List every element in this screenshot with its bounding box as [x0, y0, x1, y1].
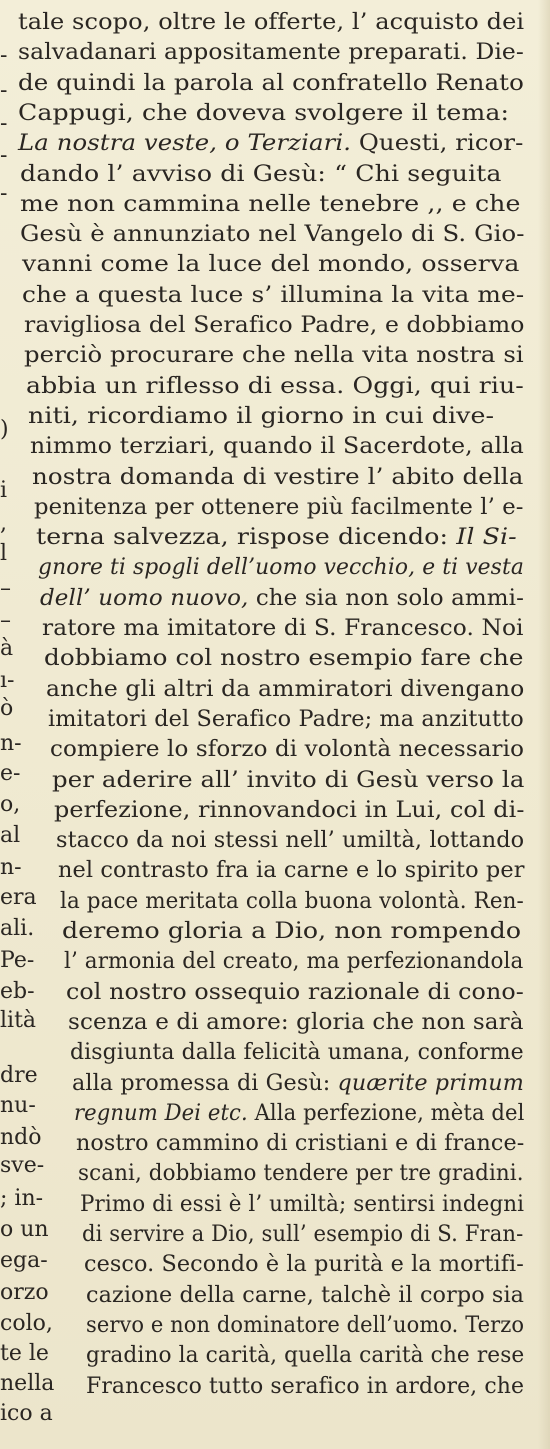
text-line	[32, 463, 523, 491]
italic-text-segment: Il Si-	[456, 524, 517, 551]
margin-fragment: ico a	[0, 1401, 53, 1426]
text-line	[74, 1099, 524, 1127]
margin-fragment: o un	[0, 1217, 49, 1242]
text-segment: gradino la carità, quella carità che rese	[86, 1342, 525, 1369]
text-line	[22, 281, 524, 309]
text-segment: che sia non solo ammi-	[248, 584, 524, 611]
text-segment: imitatori del Serafico Padre; ma anzitutto	[48, 705, 524, 732]
text-line	[20, 160, 502, 188]
text-segment: terna salvezza, rispose dicendo:	[36, 524, 457, 551]
text-line	[86, 1311, 524, 1339]
margin-fragment: o,	[0, 792, 21, 817]
margin-fragment: eb-	[0, 979, 35, 1004]
text-line	[48, 705, 524, 733]
text-segment: Alla perfezione, mèta del	[247, 1099, 525, 1126]
text-line	[86, 1372, 524, 1400]
margin-fragment: ega-	[0, 1248, 48, 1273]
text-line	[52, 766, 524, 794]
italic-text-segment: dell’ uomo nuovo,	[40, 584, 249, 611]
margin-fragment: te le	[0, 1341, 49, 1366]
margin-fragment: ı-	[0, 668, 15, 693]
margin-fragment: i	[0, 478, 8, 503]
text-line	[18, 99, 509, 127]
text-segment: alla promessa di Gesù:	[72, 1069, 338, 1096]
margin-fragment: ali.	[0, 916, 35, 941]
margin-fragment: colo,	[0, 1311, 53, 1336]
margin-fragment: al	[0, 823, 21, 848]
margin-fragment: nu-	[0, 1093, 36, 1118]
text-line	[62, 917, 521, 945]
margin-fragment: era	[0, 885, 37, 910]
text-segment: Cappugi, che doveva svolgere il tema:	[18, 99, 510, 126]
text-segment: cazione della carne, talchè il corpo sia	[86, 1281, 525, 1308]
text-line	[60, 887, 524, 915]
text-line	[66, 978, 524, 1006]
text-segment: abbia un riflesso di essa. Oggi, qui riu-	[26, 372, 524, 399]
text-segment: scenza e di amore: gloria che non sarà	[68, 1008, 524, 1035]
margin-fragment: e-	[0, 761, 21, 786]
margin-fragment: ; in-	[0, 1186, 44, 1211]
text-segment: compiere lo sforzo di volontà necessario	[50, 736, 525, 763]
text-line	[70, 1038, 524, 1066]
margin-fragment: sve-	[0, 1153, 45, 1178]
text-segment: ravigliosa del Serafico Padre, e dobbiamo	[24, 312, 525, 338]
margin-fragment: Pe-	[0, 948, 35, 973]
margin-fragment: à	[0, 636, 14, 661]
margin-fragment: nella	[0, 1371, 55, 1396]
margin-fragment: )	[0, 417, 9, 442]
text-line	[28, 402, 494, 430]
italic-text-segment: regnum Dei etc.	[74, 1099, 248, 1126]
text-segment: la pace meritata colla buona volontà. Ren-	[60, 887, 524, 914]
text-segment: col nostro ossequio razionale di cono-	[66, 978, 524, 1005]
text-line	[72, 1069, 524, 1097]
text-line	[38, 553, 524, 581]
text-line	[36, 523, 517, 551]
text-line	[20, 220, 525, 248]
text-segment: nimmo terziari, quando il Sacerdote, alla	[30, 433, 524, 460]
text-segment: me non cammina nelle tenebre ,, e che	[20, 190, 521, 217]
text-line	[50, 735, 524, 763]
margin-fragment: ò	[0, 696, 14, 721]
text-line	[82, 1220, 523, 1248]
text-segment: ratore ma imitatore di S. Francesco. Noi	[42, 615, 524, 641]
text-segment: che a questa luce s’ illumina la vita me-	[22, 281, 525, 308]
text-line	[30, 432, 524, 460]
text-segment: perfezione, rinnovandoci in Lui, col di-	[54, 796, 525, 823]
text-line	[18, 129, 523, 157]
text-segment: di servire a Dio, sull’ esempio di S. Fran-	[82, 1221, 524, 1247]
text-segment: perciò procurare che nella vita nostra si	[24, 342, 524, 369]
text-line	[40, 584, 524, 612]
text-segment: nostra domanda di vestire l’ abito della	[32, 463, 524, 490]
text-line	[76, 1129, 524, 1157]
text-line	[18, 8, 524, 36]
text-segment: anche gli altri da ammiratori divengano	[46, 675, 525, 702]
text-segment: servo e non dominatore dell’uomo. Terzo	[86, 1311, 525, 1338]
text-line	[26, 372, 524, 400]
margin-fragment: l	[0, 541, 8, 566]
margin-fragment: -	[0, 143, 8, 168]
margin-fragment: -	[0, 111, 8, 136]
text-line	[46, 675, 524, 703]
text-line	[78, 1159, 524, 1187]
text-line	[18, 38, 524, 66]
text-line	[44, 644, 524, 672]
text-line	[56, 826, 524, 854]
text-segment: disgiunta dalla felicità umana, conforme	[70, 1039, 524, 1066]
text-line	[84, 1250, 524, 1278]
text-line	[18, 69, 524, 97]
text-segment: tale scopo, oltre le offerte, l’ acquisto dei	[18, 9, 525, 35]
italic-text-segment: gnore ti spogli dell’uomo vecchio, e ti vesta	[38, 554, 524, 581]
text-segment: l’ armonia del creato, ma perfezionandola	[64, 948, 524, 975]
margin-fragment: –	[0, 608, 11, 633]
text-segment: vanni come la luce del mondo, osserva	[22, 251, 520, 278]
text-segment: nel contrasto fra ia carne e lo spirito per	[58, 857, 525, 884]
margin-fragment: n-	[0, 855, 22, 880]
text-segment: dobbiamo col nostro esempio fare che	[44, 645, 524, 672]
margin-fragment: –	[0, 576, 11, 601]
text-segment: Gesù è annunziato nel Vangelo di S. Gio-	[20, 221, 525, 248]
text-line	[54, 796, 525, 824]
text-line	[80, 1190, 524, 1218]
text-line	[86, 1281, 524, 1309]
text-line	[24, 341, 524, 369]
margin-fragment: dre	[0, 1063, 38, 1088]
text-line	[58, 856, 525, 884]
text-line	[64, 947, 523, 975]
text-line	[68, 1008, 524, 1036]
text-segment: Primo di essi è l’ umiltà; sentirsi indegni	[80, 1190, 525, 1217]
text-segment: scani, dobbiamo tendere per tre gradini.	[78, 1160, 524, 1187]
text-segment: stacco da noi stessi nell’ umiltà, lottando	[56, 827, 525, 854]
text-segment: nostro cammino di cristiani e di france-	[76, 1130, 525, 1157]
text-line	[24, 311, 525, 339]
margin-fragment: ,	[0, 511, 7, 536]
text-line	[34, 493, 524, 521]
text-segment: penitenza per ottenere più facilmente l’ e-	[34, 493, 524, 520]
page-edge-shadow	[538, 0, 550, 1449]
text-segment: salvadanari appositamente preparati. Die-	[18, 39, 524, 66]
text-segment: cesco. Secondo è la purità e la mortifi-	[84, 1251, 524, 1278]
margin-fragment: -	[0, 181, 8, 206]
text-segment: dando l’ avviso di Gesù: “ Chi seguita	[20, 160, 502, 187]
text-segment: per aderire all’ invito di Gesù verso la	[52, 766, 525, 793]
text-line	[22, 250, 519, 278]
text-segment: de quindi la parola al confratello Renato	[18, 69, 524, 96]
italic-text-segment: quærite primum	[337, 1069, 524, 1096]
text-segment: Francesco tutto serafico in ardore, che	[86, 1372, 525, 1399]
margin-fragment: -	[0, 78, 8, 103]
margin-fragment: -	[0, 43, 8, 68]
text-segment: deremo gloria a Dio, non rompendo	[62, 918, 522, 944]
margin-fragment: ndò	[0, 1125, 42, 1150]
margin-fragment: orzo	[0, 1280, 49, 1305]
margin-fragment: n-	[0, 731, 22, 756]
margin-fragment: lità	[0, 1008, 37, 1033]
text-line	[86, 1341, 524, 1369]
text-segment: Questi, ricor-	[351, 130, 524, 157]
text-line	[42, 614, 524, 642]
italic-text-segment: La nostra veste, o Terziari.	[18, 130, 352, 157]
text-line	[20, 190, 521, 218]
text-segment: niti, ricordiamo il giorno in cui dive-	[28, 402, 495, 429]
